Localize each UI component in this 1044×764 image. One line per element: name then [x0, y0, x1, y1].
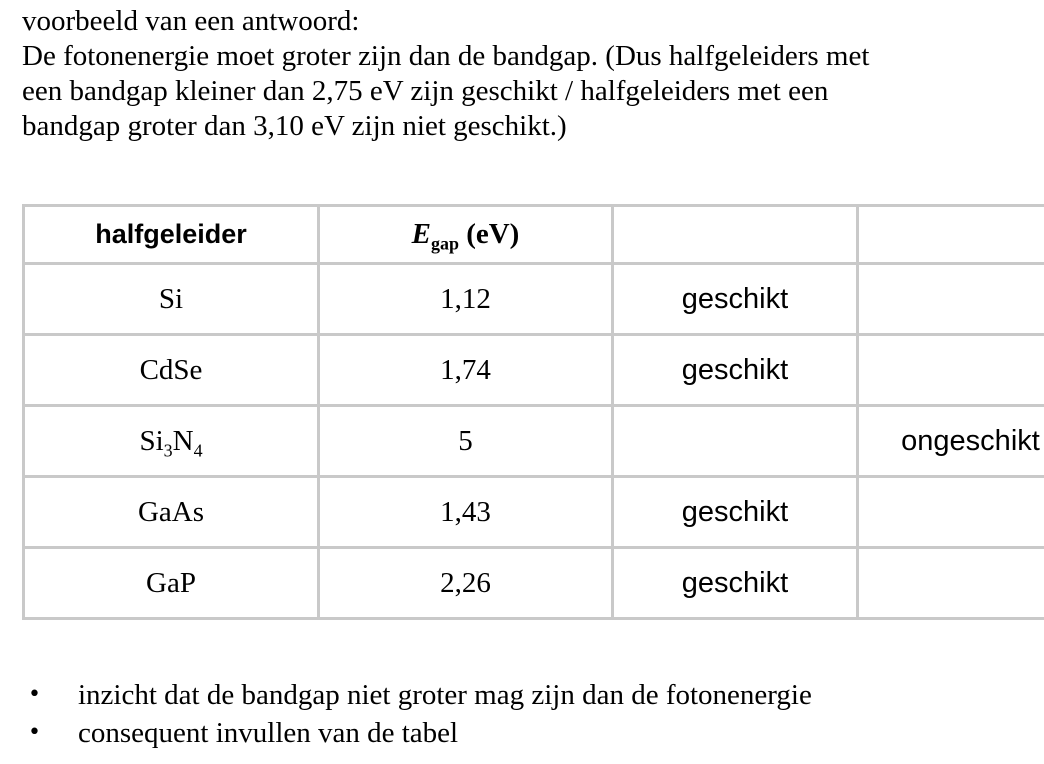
- suitable-cell: geschikt: [613, 335, 858, 406]
- intro-heading: voorbeeld van een antwoord:: [22, 5, 360, 37]
- intro-line: een bandgap kleiner dan 2,75 eV zijn geschikt / halfgeleiders met een: [22, 75, 829, 107]
- header-bandgap: [319, 206, 613, 264]
- suitable-cell: geschikt: [613, 264, 858, 335]
- bandgap-symbol: E: [411, 218, 431, 250]
- semiconductor-name: $Si_3N_4$: [24, 406, 319, 477]
- unsuitable-cell: [858, 477, 1044, 548]
- table-row: [24, 264, 1044, 335]
- bandgap-value: 1,12: [319, 264, 613, 335]
- table-row: [24, 335, 1044, 406]
- unsuitable-cell: ongeschikt: [858, 406, 1044, 477]
- unsuitable-cell: [858, 548, 1044, 619]
- list-item: [22, 714, 812, 752]
- table-row: [24, 548, 1044, 619]
- list-item: [22, 676, 812, 714]
- semiconductor-table: [22, 204, 1044, 620]
- unsuitable-cell: [858, 264, 1044, 335]
- bandgap-value: 5: [319, 406, 613, 477]
- header-empty-4: [858, 206, 1044, 264]
- unsuitable-cell: [858, 335, 1044, 406]
- bandgap-value: 1,74: [319, 335, 613, 406]
- semiconductor-name: Si: [24, 264, 319, 335]
- table-header-row: [24, 206, 1044, 264]
- suitable-cell: geschikt: [613, 477, 858, 548]
- bandgap-value: 2,26: [319, 548, 613, 619]
- intro-line: bandgap groter dan 3,10 eV zijn niet geschikt.): [22, 110, 567, 142]
- bandgap-value: 1,43: [319, 477, 613, 548]
- table-row: [24, 477, 1044, 548]
- header-semiconductor: halfgeleider: [24, 206, 319, 264]
- table-row: [24, 406, 1044, 477]
- intro-line: De fotonenergie moet groter zijn dan de bandgap. (Dus halfgeleiders met: [22, 40, 870, 72]
- bandgap-unit: (eV): [458, 218, 520, 250]
- answer-intro: [22, 4, 869, 144]
- semiconductor-name: GaP: [24, 548, 319, 619]
- bandgap-subscript: gap: [430, 233, 459, 254]
- semiconductor-name: CdSe: [24, 335, 319, 406]
- suitable-cell: geschikt: [613, 548, 858, 619]
- semiconductor-name: GaAs: [24, 477, 319, 548]
- header-empty-3: [613, 206, 858, 264]
- criterion-text: inzicht dat de bandgap niet groter mag zijn dan de fotonenergie: [78, 679, 812, 711]
- suitable-cell: [613, 406, 858, 477]
- scoring-criteria: [22, 676, 812, 752]
- criterion-text: consequent invullen van de tabel: [78, 717, 459, 749]
- bullet-icon: •: [28, 720, 41, 745]
- bullet-icon: •: [28, 682, 41, 707]
